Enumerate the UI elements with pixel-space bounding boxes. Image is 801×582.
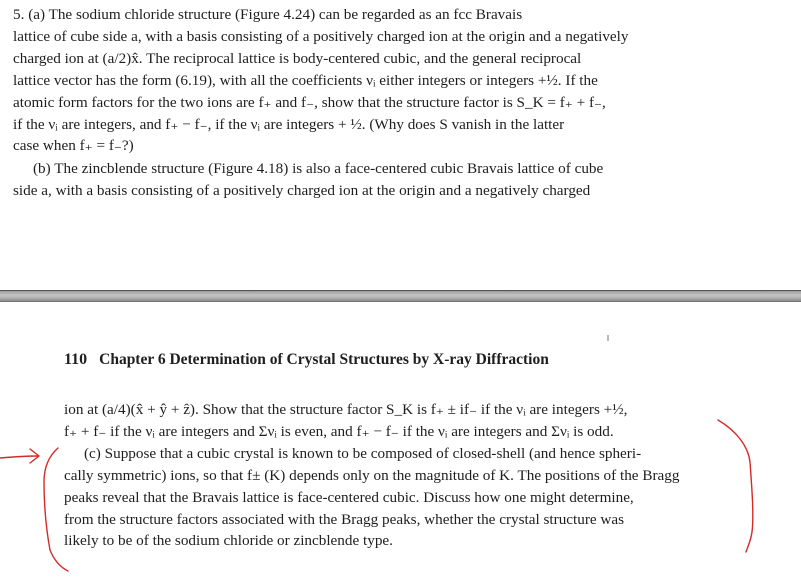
text-line: 5. (a) The sodium chloride structure (Figure 4.24) can be regarded as an fcc Bravais	[13, 6, 523, 23]
text-line: peaks reveal that the Bravais lattice is face-centered cubic. Discuss how one might determine,	[64, 488, 634, 506]
text-line: cally symmetric) ions, so that f± (K) depends only on the magnitude of K. The positions of the Bragg	[64, 466, 680, 484]
text-line	[64, 443, 740, 465]
problem-5b-text	[13, 158, 689, 202]
text-line: if the νᵢ are integers, and f₊ − f₋, if the νᵢ are integers + ½. (Why does S vanish in the latter	[13, 115, 565, 133]
text-line: side a, with a basis consisting of a positively charged ion at the origin and a negatively charged	[13, 181, 591, 199]
text-line	[13, 158, 689, 180]
text-line-content: (c) Suppose that a cubic crystal is known to be composed of closed-shell (and hence spheri-	[84, 444, 642, 462]
text-line: case when f₊ = f₋?)	[13, 137, 134, 155]
text-line: f₊ + f₋ if the νᵢ are integers and Σνᵢ is even, and f₊ − f₋ if the νᵢ are integers and Σνᵢ is odd.	[64, 422, 614, 440]
text-line: from the structure factors associated with the Bragg peaks, whether the crystal structure was	[64, 510, 625, 528]
scan-mark	[607, 335, 609, 341]
page-number: 110	[64, 351, 88, 368]
problem-5a-text	[13, 4, 689, 157]
chapter-title: Chapter 6 Determination of Crystal Structures by X-ray Diffraction	[99, 351, 549, 368]
text-line: atomic form factors for the two ions are f₊ and f₋, show that the structure factor is S_K = f₊ + f₋,	[13, 93, 606, 111]
text-line: lattice of cube side a, with a basis consisting of a positively charged ion at the origin and a negatively	[13, 27, 629, 45]
text-line: ion at (a/4)(x̂ + ŷ + ẑ). Show that the structure factor S_K is f₊ ± if₋ if the νᵢ are integers +½,	[64, 401, 628, 418]
text-line: charged ion at (a/2)x̂. The reciprocal lattice is body-centered cubic, and the general reciprocal	[13, 49, 582, 67]
problem-continuation-text	[64, 399, 740, 552]
text-line-content: (b) The zincblende structure (Figure 4.18) is also a face-centered cubic Bravais lattice of cube	[33, 160, 604, 177]
text-line: lattice vector has the form (6.19), with all the coefficients νᵢ either integers or integers +½. If the	[13, 71, 598, 89]
page-header	[64, 351, 549, 369]
text-line: likely to be of the sodium chloride or zincblende type.	[64, 532, 393, 550]
upper-page-fragment	[0, 0, 801, 290]
